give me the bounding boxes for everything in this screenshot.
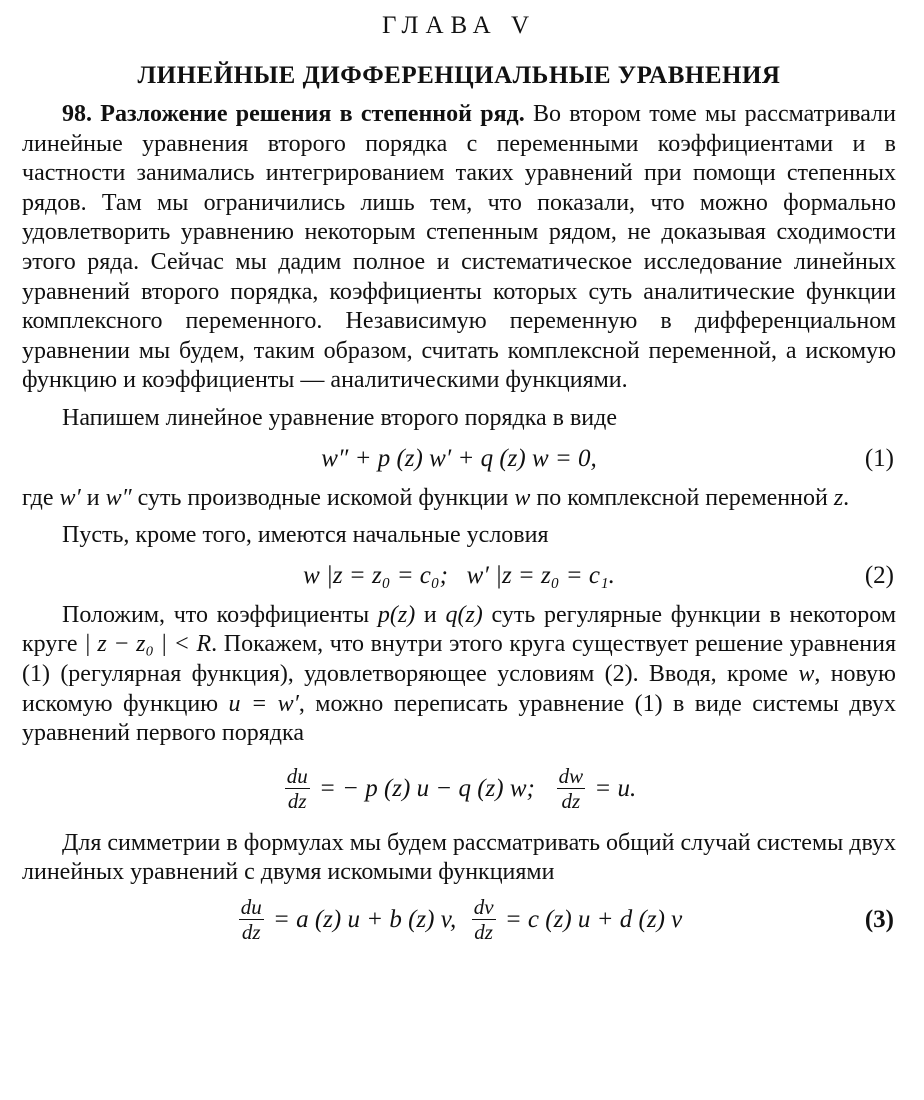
math-p-of-z: p(z) bbox=[377, 601, 416, 628]
text-run: , можно переписать уравнение (1) в виде системы двух уравнений первого порядка bbox=[22, 690, 897, 747]
math-w-double-prime: w″ bbox=[105, 484, 132, 511]
math-q-of-z: q(z) bbox=[445, 601, 483, 628]
equation-3-number: (3) bbox=[864, 905, 894, 933]
fraction-du-dz bbox=[239, 895, 264, 944]
paragraph-intro bbox=[22, 100, 896, 396]
equation-2 bbox=[22, 551, 896, 601]
fraction-du-dz bbox=[285, 764, 310, 813]
math-w: w bbox=[514, 484, 531, 511]
equation-1 bbox=[22, 434, 896, 484]
equation-3 bbox=[22, 888, 896, 952]
equation-system bbox=[22, 749, 896, 829]
math-w: w bbox=[798, 660, 815, 687]
math-w-prime: w′ bbox=[59, 484, 81, 511]
equation-2-number: (2) bbox=[864, 561, 894, 589]
equation-system-end: = u. bbox=[588, 774, 637, 802]
equation-system-middle: = − p (z) u − q (z) w; bbox=[312, 774, 554, 802]
section-heading: 98. Разложение решения в степенной ряд. bbox=[62, 101, 525, 127]
fraction-denominator: dz bbox=[241, 920, 261, 945]
equation-3-middle: = a (z) u + b (z) v, bbox=[266, 905, 469, 933]
fraction-denominator: dz bbox=[287, 789, 307, 814]
fraction-numerator: du bbox=[240, 895, 262, 920]
chapter-title: ЛИНЕЙНЫЕ ДИФФЕРЕНЦИАЛЬНЫЕ УРАВНЕНИЯ bbox=[137, 62, 781, 89]
fraction-numerator: dw bbox=[558, 764, 584, 789]
equation-3-end: = c (z) u + d (z) v bbox=[498, 905, 683, 933]
text-run: и bbox=[80, 484, 106, 511]
text-run: и bbox=[415, 601, 446, 628]
paragraph-initial-conditions: Пусть, кроме того, имеются начальные условия bbox=[62, 522, 549, 549]
equation-1-body: w″ + p (z) w′ + q (z) w = 0, bbox=[321, 444, 597, 472]
fraction-denominator: dz bbox=[561, 789, 581, 814]
paragraph-symmetry: Для симметрии в формулах мы будем рассматривать общий случай системы двух линейных уравнений с двумя искомыми функциями bbox=[22, 829, 896, 886]
text-run: где bbox=[22, 484, 60, 511]
fraction-dv-dz bbox=[472, 895, 496, 944]
math-circle: | z − z₀ | < R bbox=[84, 631, 212, 658]
math-z: z bbox=[833, 484, 844, 511]
text-run: суть регулярные функции в некотором круге bbox=[22, 601, 897, 658]
paragraph-equation-lead: Напишем линейное уравнение второго порядка в виде bbox=[62, 404, 618, 431]
fraction-dw-dz bbox=[557, 764, 586, 813]
paragraph-derivatives bbox=[22, 484, 896, 514]
paragraph-regular-functions bbox=[22, 601, 896, 749]
text-run: , новую искомую функцию bbox=[22, 660, 896, 717]
text-run: . Покажем, что внутри этого круга существует решение уравнения (1) (регулярная функция), удовлетворяющее условиям (2). Вводя, кроме bbox=[22, 631, 896, 687]
text-run: Положим, что коэффициенты bbox=[62, 601, 378, 628]
math-u-equals-w-prime: u = w′ bbox=[228, 690, 299, 717]
intro-text: Во втором томе мы рассматривали линейные уравнения второго порядка с переменными коэффициентами и в частности занимались интегрированием таких уравнений при помощи степенных рядов. Там мы ограничились лишь тем, что показали, что можно формально удовлетворить уравнению некоторым степенным рядом, не доказывая сходимости этого ряда. Сейчас мы дадим полное и систематическое исследование линейных уравнений второго порядка, коэффициенты которых суть аналитические функции комплексного переменного. Независимую переменную в дифференциальном уравнении мы будем, таким образом, считать комплексной переменной, а искомую функцию и коэффициенты — аналитическими функциями. bbox=[22, 101, 896, 394]
fraction-numerator: du bbox=[286, 764, 308, 789]
equation-1-number: (1) bbox=[864, 444, 894, 472]
text-run: по комплексной переменной bbox=[530, 484, 834, 511]
text-run: . bbox=[843, 484, 850, 511]
fraction-numerator: dv bbox=[473, 895, 494, 920]
chapter-label: ГЛАВА V bbox=[381, 12, 537, 39]
text-run: суть производные искомой функции bbox=[131, 484, 515, 511]
fraction-denominator: dz bbox=[474, 920, 493, 945]
equation-2-body: w |z = z₀ = c₀; w′ |z = z₀ = c₁. bbox=[303, 561, 615, 589]
